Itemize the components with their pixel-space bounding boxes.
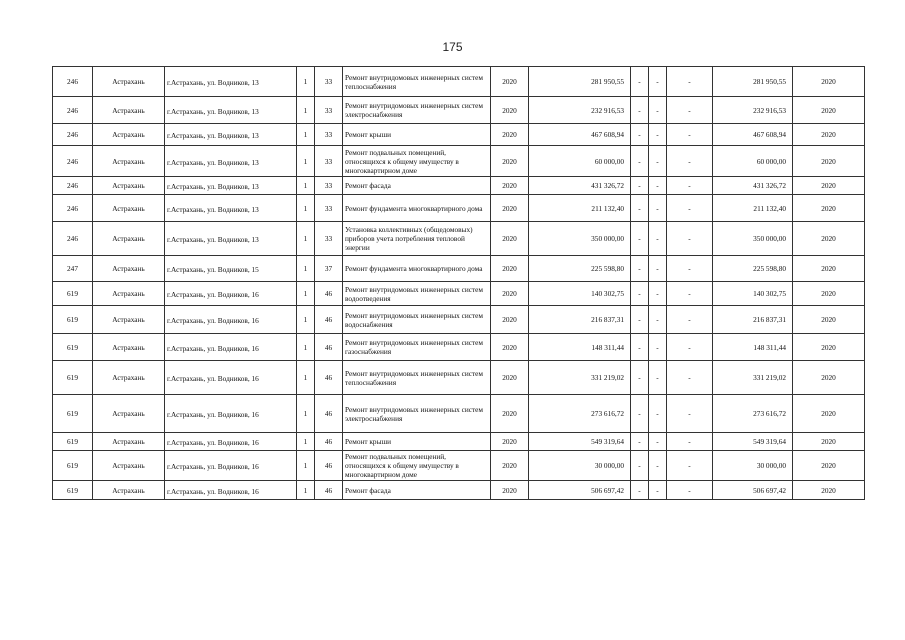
cell-term: 2020: [793, 222, 865, 256]
cell-total: 60 000,00: [713, 146, 793, 177]
cell-funding-3: -: [667, 334, 713, 361]
cell-floors: 37: [315, 256, 343, 282]
cell-address: г.Астрахань, ул. Водников, 16: [165, 481, 297, 500]
cell-year: 2020: [491, 97, 529, 124]
cell-funding-3: -: [667, 306, 713, 334]
cell-work-type: Ремонт внутридомовых инженерных систем водоснабжения: [343, 306, 491, 334]
cell-cost: 30 000,00: [529, 451, 631, 481]
cell-number: 246: [53, 177, 93, 195]
cell-work-type: Ремонт подвальных помещений, относящихся к общему имуществу в многоквартирном доме: [343, 146, 491, 177]
cell-term: 2020: [793, 481, 865, 500]
cell-work-type: Ремонт фасада: [343, 481, 491, 500]
cell-address: г.Астрахань, ул. Водников, 13: [165, 195, 297, 222]
cell-funding-3: -: [667, 97, 713, 124]
cell-year: 2020: [491, 222, 529, 256]
cell-floors: 33: [315, 146, 343, 177]
cell-floors: 33: [315, 222, 343, 256]
cell-floors: 46: [315, 481, 343, 500]
cell-city: Астрахань: [93, 222, 165, 256]
cell-funding-3: -: [667, 451, 713, 481]
cell-year: 2020: [491, 282, 529, 306]
cell-term: 2020: [793, 67, 865, 97]
cell-entrances: 1: [297, 124, 315, 146]
cell-floors: 46: [315, 361, 343, 395]
cell-year: 2020: [491, 433, 529, 451]
cell-term: 2020: [793, 282, 865, 306]
cell-number: 246: [53, 97, 93, 124]
cell-cost: 273 616,72: [529, 395, 631, 433]
cell-entrances: 1: [297, 282, 315, 306]
cell-floors: 46: [315, 282, 343, 306]
cell-funding-3: -: [667, 481, 713, 500]
cell-floors: 33: [315, 97, 343, 124]
cell-funding-2: -: [649, 361, 667, 395]
cell-address: г.Астрахань, ул. Водников, 15: [165, 256, 297, 282]
cell-cost: 60 000,00: [529, 146, 631, 177]
cell-cost: 549 319,64: [529, 433, 631, 451]
cell-work-type: Ремонт подвальных помещений, относящихся к общему имуществу в многоквартирном доме: [343, 451, 491, 481]
cell-funding-2: -: [649, 97, 667, 124]
cell-funding-2: -: [649, 195, 667, 222]
cell-total: 350 000,00: [713, 222, 793, 256]
cell-total: 225 598,80: [713, 256, 793, 282]
cell-term: 2020: [793, 306, 865, 334]
cell-funding-3: -: [667, 433, 713, 451]
cell-address: г.Астрахань, ул. Водников, 16: [165, 395, 297, 433]
table-row: [53, 177, 865, 195]
cell-number: 246: [53, 146, 93, 177]
table-row: [53, 256, 865, 282]
cell-funding-2: -: [649, 124, 667, 146]
cell-cost: 281 950,55: [529, 67, 631, 97]
cell-term: 2020: [793, 97, 865, 124]
cell-funding-2: -: [649, 67, 667, 97]
cell-number: 246: [53, 67, 93, 97]
cell-work-type: Ремонт фасада: [343, 177, 491, 195]
cell-year: 2020: [491, 451, 529, 481]
cell-total: 506 697,42: [713, 481, 793, 500]
cell-funding-1: -: [631, 124, 649, 146]
cell-work-type: Ремонт внутридомовых инженерных систем теплоснабжения: [343, 67, 491, 97]
cell-total: 331 219,02: [713, 361, 793, 395]
cell-term: 2020: [793, 361, 865, 395]
cell-work-type: Ремонт внутридомовых инженерных систем электроснабжения: [343, 97, 491, 124]
cell-year: 2020: [491, 395, 529, 433]
table-row: [53, 361, 865, 395]
cell-floors: 33: [315, 124, 343, 146]
cell-entrances: 1: [297, 256, 315, 282]
cell-cost: 211 132,40: [529, 195, 631, 222]
cell-work-type: Ремонт внутридомовых инженерных систем теплоснабжения: [343, 361, 491, 395]
cell-total: 216 837,31: [713, 306, 793, 334]
cell-number: 619: [53, 481, 93, 500]
cell-year: 2020: [491, 256, 529, 282]
cell-floors: 33: [315, 67, 343, 97]
cell-year: 2020: [491, 361, 529, 395]
cell-entrances: 1: [297, 222, 315, 256]
cell-funding-1: -: [631, 146, 649, 177]
cell-funding-3: -: [667, 177, 713, 195]
cell-number: 246: [53, 222, 93, 256]
cell-entrances: 1: [297, 481, 315, 500]
cell-address: г.Астрахань, ул. Водников, 16: [165, 282, 297, 306]
cell-total: 30 000,00: [713, 451, 793, 481]
cell-work-type: Ремонт крыши: [343, 433, 491, 451]
table-row: [53, 395, 865, 433]
cell-number: 246: [53, 124, 93, 146]
cell-year: 2020: [491, 334, 529, 361]
cell-funding-2: -: [649, 451, 667, 481]
cell-funding-2: -: [649, 306, 667, 334]
cell-floors: 33: [315, 195, 343, 222]
cell-address: г.Астрахань, ул. Водников, 16: [165, 451, 297, 481]
cell-city: Астрахань: [93, 361, 165, 395]
cell-funding-2: -: [649, 146, 667, 177]
cell-number: 619: [53, 451, 93, 481]
cell-term: 2020: [793, 146, 865, 177]
cell-entrances: 1: [297, 361, 315, 395]
cell-floors: 46: [315, 306, 343, 334]
cell-address: г.Астрахань, ул. Водников, 13: [165, 67, 297, 97]
cell-work-type: Ремонт внутридомовых инженерных систем газоснабжения: [343, 334, 491, 361]
cell-total: 273 616,72: [713, 395, 793, 433]
cell-funding-1: -: [631, 222, 649, 256]
cell-funding-2: -: [649, 395, 667, 433]
cell-term: 2020: [793, 451, 865, 481]
table-row: [53, 146, 865, 177]
cell-entrances: 1: [297, 451, 315, 481]
cell-entrances: 1: [297, 433, 315, 451]
cell-address: г.Астрахань, ул. Водников, 13: [165, 146, 297, 177]
cell-cost: 467 608,94: [529, 124, 631, 146]
cell-work-type: Ремонт внутридомовых инженерных систем электроснабжения: [343, 395, 491, 433]
table-row: [53, 222, 865, 256]
cell-address: г.Астрахань, ул. Водников, 16: [165, 361, 297, 395]
cell-funding-3: -: [667, 195, 713, 222]
cell-city: Астрахань: [93, 334, 165, 361]
cell-address: г.Астрахань, ул. Водников, 16: [165, 433, 297, 451]
cell-funding-1: -: [631, 282, 649, 306]
cell-funding-3: -: [667, 395, 713, 433]
cell-entrances: 1: [297, 395, 315, 433]
cell-funding-1: -: [631, 256, 649, 282]
cell-term: 2020: [793, 256, 865, 282]
cell-total: 148 311,44: [713, 334, 793, 361]
cell-cost: 225 598,80: [529, 256, 631, 282]
table-row: [53, 282, 865, 306]
cell-cost: 140 302,75: [529, 282, 631, 306]
cell-floors: 46: [315, 334, 343, 361]
cell-funding-1: -: [631, 67, 649, 97]
cell-city: Астрахань: [93, 433, 165, 451]
cell-entrances: 1: [297, 146, 315, 177]
cell-work-type: Ремонт внутридомовых инженерных систем водоотведения: [343, 282, 491, 306]
cell-funding-3: -: [667, 256, 713, 282]
cell-funding-2: -: [649, 481, 667, 500]
cell-address: г.Астрахань, ул. Водников, 16: [165, 306, 297, 334]
cell-work-type: Ремонт крыши: [343, 124, 491, 146]
cell-funding-3: -: [667, 124, 713, 146]
cell-funding-3: -: [667, 282, 713, 306]
cell-floors: 46: [315, 395, 343, 433]
cell-term: 2020: [793, 124, 865, 146]
cell-funding-3: -: [667, 361, 713, 395]
cell-cost: 350 000,00: [529, 222, 631, 256]
cell-funding-2: -: [649, 222, 667, 256]
cell-funding-2: -: [649, 282, 667, 306]
cell-floors: 46: [315, 451, 343, 481]
cell-funding-1: -: [631, 97, 649, 124]
cell-number: 619: [53, 433, 93, 451]
page-number: 175: [442, 40, 463, 54]
cell-cost: 431 326,72: [529, 177, 631, 195]
cell-address: г.Астрахань, ул. Водников, 13: [165, 97, 297, 124]
cell-number: 247: [53, 256, 93, 282]
cell-floors: 46: [315, 433, 343, 451]
cell-total: 431 326,72: [713, 177, 793, 195]
table-row: [53, 124, 865, 146]
cell-cost: 148 311,44: [529, 334, 631, 361]
cell-work-type: Ремонт фундамента многоквартирного дома: [343, 256, 491, 282]
cell-number: 619: [53, 395, 93, 433]
cell-number: 619: [53, 282, 93, 306]
table-row: [53, 433, 865, 451]
cell-city: Астрахань: [93, 256, 165, 282]
cell-total: 549 319,64: [713, 433, 793, 451]
cell-city: Астрахань: [93, 97, 165, 124]
table-row: [53, 97, 865, 124]
cell-cost: 506 697,42: [529, 481, 631, 500]
table-row: [53, 195, 865, 222]
capital-repair-table: [52, 66, 865, 500]
cell-year: 2020: [491, 481, 529, 500]
table-body: [53, 67, 865, 500]
cell-year: 2020: [491, 67, 529, 97]
cell-work-type: Ремонт фундамента многоквартирного дома: [343, 195, 491, 222]
cell-term: 2020: [793, 195, 865, 222]
cell-entrances: 1: [297, 334, 315, 361]
cell-city: Астрахань: [93, 282, 165, 306]
cell-funding-1: -: [631, 334, 649, 361]
cell-city: Астрахань: [93, 481, 165, 500]
cell-year: 2020: [491, 306, 529, 334]
table-row: [53, 451, 865, 481]
cell-entrances: 1: [297, 195, 315, 222]
cell-term: 2020: [793, 433, 865, 451]
cell-cost: 216 837,31: [529, 306, 631, 334]
cell-address: г.Астрахань, ул. Водников, 13: [165, 222, 297, 256]
cell-address: г.Астрахань, ул. Водников, 13: [165, 124, 297, 146]
cell-term: 2020: [793, 334, 865, 361]
cell-city: Астрахань: [93, 395, 165, 433]
cell-funding-1: -: [631, 177, 649, 195]
cell-city: Астрахань: [93, 67, 165, 97]
cell-funding-2: -: [649, 433, 667, 451]
cell-total: 232 916,53: [713, 97, 793, 124]
cell-city: Астрахань: [93, 177, 165, 195]
cell-cost: 232 916,53: [529, 97, 631, 124]
cell-number: 619: [53, 361, 93, 395]
cell-funding-1: -: [631, 306, 649, 334]
cell-number: 619: [53, 334, 93, 361]
cell-city: Астрахань: [93, 124, 165, 146]
cell-total: 211 132,40: [713, 195, 793, 222]
cell-city: Астрахань: [93, 146, 165, 177]
cell-entrances: 1: [297, 67, 315, 97]
cell-total: 140 302,75: [713, 282, 793, 306]
cell-work-type: Установка коллективных (общедомовых) приборов учета потребления тепловой энергии: [343, 222, 491, 256]
cell-address: г.Астрахань, ул. Водников, 13: [165, 177, 297, 195]
cell-address: г.Астрахань, ул. Водников, 16: [165, 334, 297, 361]
cell-funding-3: -: [667, 146, 713, 177]
table-row: [53, 306, 865, 334]
cell-city: Астрахань: [93, 195, 165, 222]
cell-funding-2: -: [649, 334, 667, 361]
cell-term: 2020: [793, 395, 865, 433]
cell-number: 619: [53, 306, 93, 334]
cell-funding-1: -: [631, 361, 649, 395]
table-row: [53, 67, 865, 97]
cell-year: 2020: [491, 195, 529, 222]
cell-total: 467 608,94: [713, 124, 793, 146]
cell-funding-3: -: [667, 67, 713, 97]
cell-city: Астрахань: [93, 451, 165, 481]
cell-funding-3: -: [667, 222, 713, 256]
cell-total: 281 950,55: [713, 67, 793, 97]
cell-entrances: 1: [297, 97, 315, 124]
cell-floors: 33: [315, 177, 343, 195]
cell-funding-1: -: [631, 433, 649, 451]
table-row: [53, 334, 865, 361]
cell-entrances: 1: [297, 177, 315, 195]
cell-funding-1: -: [631, 395, 649, 433]
cell-funding-1: -: [631, 451, 649, 481]
cell-year: 2020: [491, 146, 529, 177]
cell-cost: 331 219,02: [529, 361, 631, 395]
cell-funding-2: -: [649, 256, 667, 282]
cell-funding-1: -: [631, 195, 649, 222]
cell-number: 246: [53, 195, 93, 222]
cell-year: 2020: [491, 124, 529, 146]
cell-funding-1: -: [631, 481, 649, 500]
cell-term: 2020: [793, 177, 865, 195]
cell-entrances: 1: [297, 306, 315, 334]
cell-city: Астрахань: [93, 306, 165, 334]
cell-year: 2020: [491, 177, 529, 195]
table-row: [53, 481, 865, 500]
cell-funding-2: -: [649, 177, 667, 195]
